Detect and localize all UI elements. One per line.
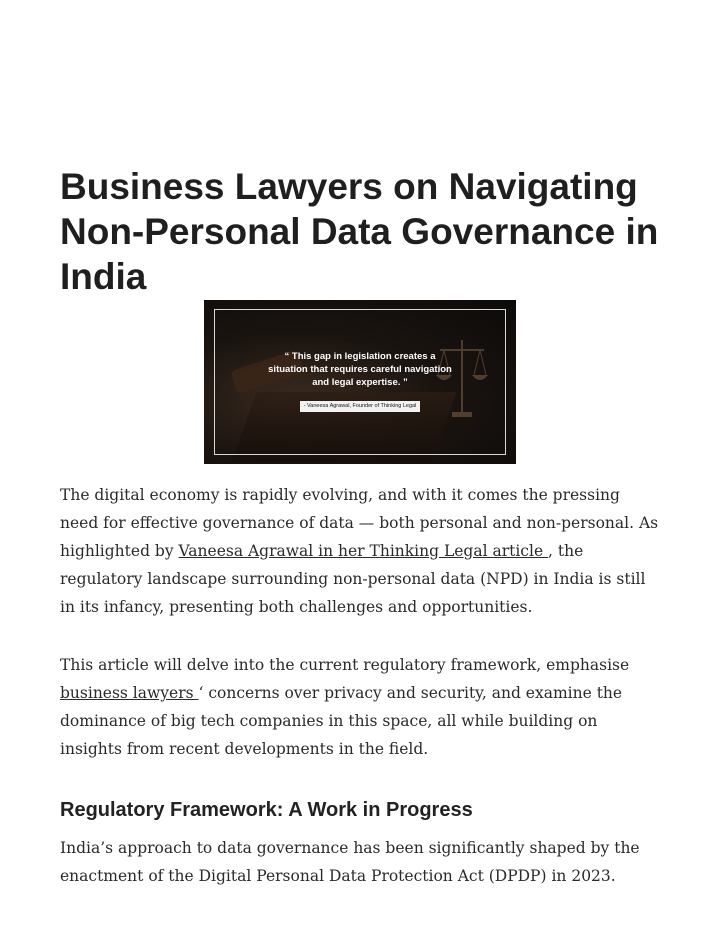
regulatory-paragraph: India’s approach to data governance has been significantly shaped by the enactment of the Digital Personal Data Protection Act (DPDP) in 2023.: [60, 839, 640, 885]
business-lawyers-link[interactable]: business lawyers: [60, 684, 199, 702]
hero-quote: “ This gap in legislation creates a situation that requires careful navigation and legal expertise. ”: [268, 351, 452, 388]
intro-text-a: The digital economy is rapidly evolving, and with it comes the pressing need for effective governance of data — both personal and non-personal. As highlighted by: [60, 486, 659, 560]
intro-text-b: , the regulatory landscape surrounding non-personal data (NPD) in India is still in its infancy, presenting both challenges and opportunities.: [60, 542, 646, 616]
thinking-legal-article-link[interactable]: Vaneesa Agrawal in her Thinking Legal article: [178, 542, 549, 560]
scope-paragraph: [60, 651, 660, 763]
article-title: Business Lawyers on Navigating Non-Personal Data Governance in India: [60, 166, 659, 297]
scope-text-a: This article will delve into the current regulatory framework, emphasise: [60, 656, 630, 674]
hero-attribution: - Vaneesa Agrawal, Founder of Thinking Legal: [300, 401, 420, 412]
section-heading: Regulatory Framework: A Work in Progress: [60, 799, 473, 821]
intro-paragraph: [60, 481, 660, 621]
scope-text-b: ‘ concerns over privacy and security, and examine the dominance of big tech companies in this space, all while building on insights from recent developments in the field.: [60, 684, 623, 758]
hero-image: [204, 300, 516, 464]
